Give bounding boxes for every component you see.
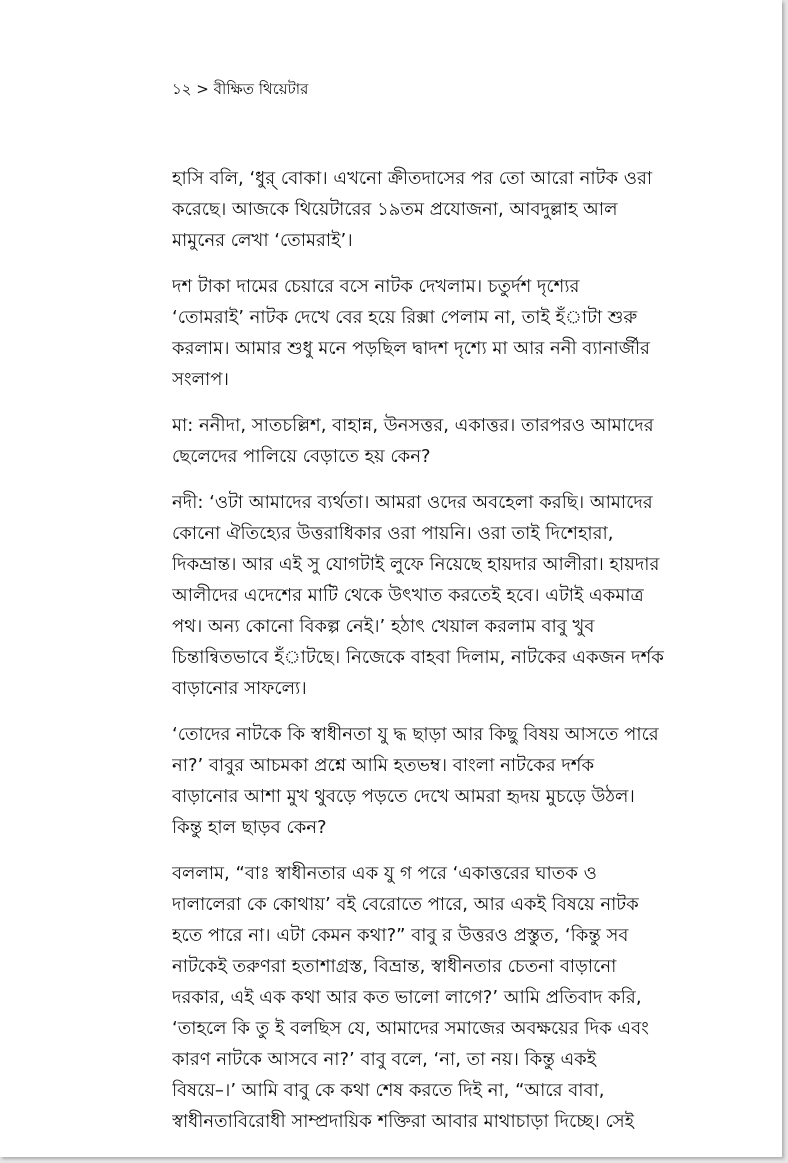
text-line: সংলাপ।: [172, 369, 229, 390]
text-line: স্বাধীনতাবিরোধী সাম্প্রদায়িক শক্তিরা আবার মাথাচাড়া দিচ্ছে। সেই: [172, 1111, 634, 1132]
book-title: বীক্ষিত থিয়েটার: [213, 80, 309, 98]
text-line: বাড়ানোর সাফল্যে।: [172, 678, 307, 699]
text-line: করলাম। আমার শুধু মনে পড়ছিল দ্বাদশ দৃশ্যে মা আর ননী ব্যানার্জীর: [172, 338, 650, 359]
text-line: দশ টাকা দামের চেয়ারে বসে নাটক দেখলাম। চতুর্দশ দৃশ্যের: [172, 276, 580, 297]
text-line: বিষয়ে–।’ আমি বাবু কে কথা শেষ করতে দিই না, “আরে বাবা,: [172, 1080, 605, 1101]
text-line: দিকভ্রান্ত। আর এই সু যোগটাই লুফে নিয়েছে হায়দার আলীরা। হায়দার: [172, 554, 660, 575]
text-line: কিন্তু হাল ছাড়ব কেন?: [172, 817, 327, 838]
text-line: নাটকেই তরুণরা হতাশাগ্রস্ত, বিভ্রান্ত, স্বাধীনতার চেতনা বাড়ানো: [172, 956, 617, 977]
paragraph-5: [172, 719, 702, 843]
text-line: ছেলেদের পালিয়ে বেড়াতে হয় কেন?: [172, 446, 431, 467]
paragraph-1: [172, 163, 702, 256]
body-text: [172, 163, 702, 1152]
text-line: ‘তোমরাই’ নাটক দেখে বের হয়ে রিক্সা পেলাম না, তাই হঁাটা শুরু: [172, 307, 638, 328]
text-line: দরকার, এই এক কথা আর কত ভালো লাগে?’ আমি প্রতিবাদ করি,: [172, 987, 642, 1008]
text-line: বাড়ানোর আশা মুখ থুবড়ে পড়তে দেখে আমরা হৃদয় মুচড়ে উঠল।: [172, 786, 635, 807]
text-line: পথ। অন্য কোনো বিকল্প নেই।’ হঠাৎ খেয়াল করলাম বাবু খুব: [172, 616, 595, 637]
text-line: করেছে। আজকে থিয়েটারের ১৯তম প্রযোজনা, আবদুল্লাহ আল: [172, 199, 618, 220]
running-head: [172, 78, 308, 103]
text-line: নদী: ‘ওটা আমাদের ব্যর্থতা। আমরা ওদের অবহেলা করছি। আমাদের: [172, 492, 653, 513]
text-line: মা: ননীদা, সাতচল্লিশ, বাহান্ন, উনসত্তর, একাত্তর। তারপরও আমাদের: [172, 415, 654, 436]
paragraph-4: [172, 487, 702, 704]
text-line: মামুনের লেখা ‘তোমরাই’।: [172, 230, 353, 251]
text-line: হাসি বলি, ‘ধুর্ বোকা। এখনো ক্রীতদাসের পর তো আরো নাটক ওরা: [172, 168, 653, 189]
header-separator: >: [196, 80, 209, 98]
text-line: ‘তাহলে কি তু ই বলছিস যে, আমাদের সমাজের অবক্ষয়ের দিক এবং: [172, 1018, 649, 1039]
text-line: বললাম, “বাঃ স্বাধীনতার এক যু গ পরে ‘একাত্তরের ঘাতক ও: [172, 863, 597, 884]
page-number: ১২: [172, 80, 192, 98]
text-line: না?’ বাবুর আচমকা প্রশ্নে আমি হতভম্ব। বাংলা নাটকের দর্শক: [172, 755, 595, 776]
paragraph-2: [172, 271, 702, 395]
text-line: চিন্তান্বিতভাবে হঁাটছে। নিজেকে বাহবা দিলাম, নাটকের একজন দর্শক: [172, 647, 664, 668]
text-line: আলীদের এদেশের মাটি থেকে উৎখাত করতেই হবে। এটাই একমাত্র: [172, 585, 644, 606]
text-line: কোনো ঐতিহ্যের উত্তরাধিকার ওরা পায়নি। ওরা তাই দিশেহারা,: [172, 523, 614, 544]
text-line: দালালেরা কে কোথায়’ বই বেরোতে পারে, আর একই বিষয়ে নাটক: [172, 894, 639, 915]
text-line: কারণ নাটকে আসবে না?’ বাবু বলে, ‘না, তা নয়। কিন্তু একই: [172, 1049, 597, 1070]
text-line: ‘তোদের নাটকে কি স্বাধীনতা যু দ্ধ ছাড়া আর কিছু বিষয় আসতে পারে: [172, 724, 659, 745]
text-line: হতে পারে না। এটা কেমন কথা?” বাবু র উত্তরও প্রস্তুত, ‘কিন্তু সব: [172, 925, 629, 946]
paragraph-6: [172, 858, 702, 1137]
paragraph-3: [172, 410, 702, 472]
